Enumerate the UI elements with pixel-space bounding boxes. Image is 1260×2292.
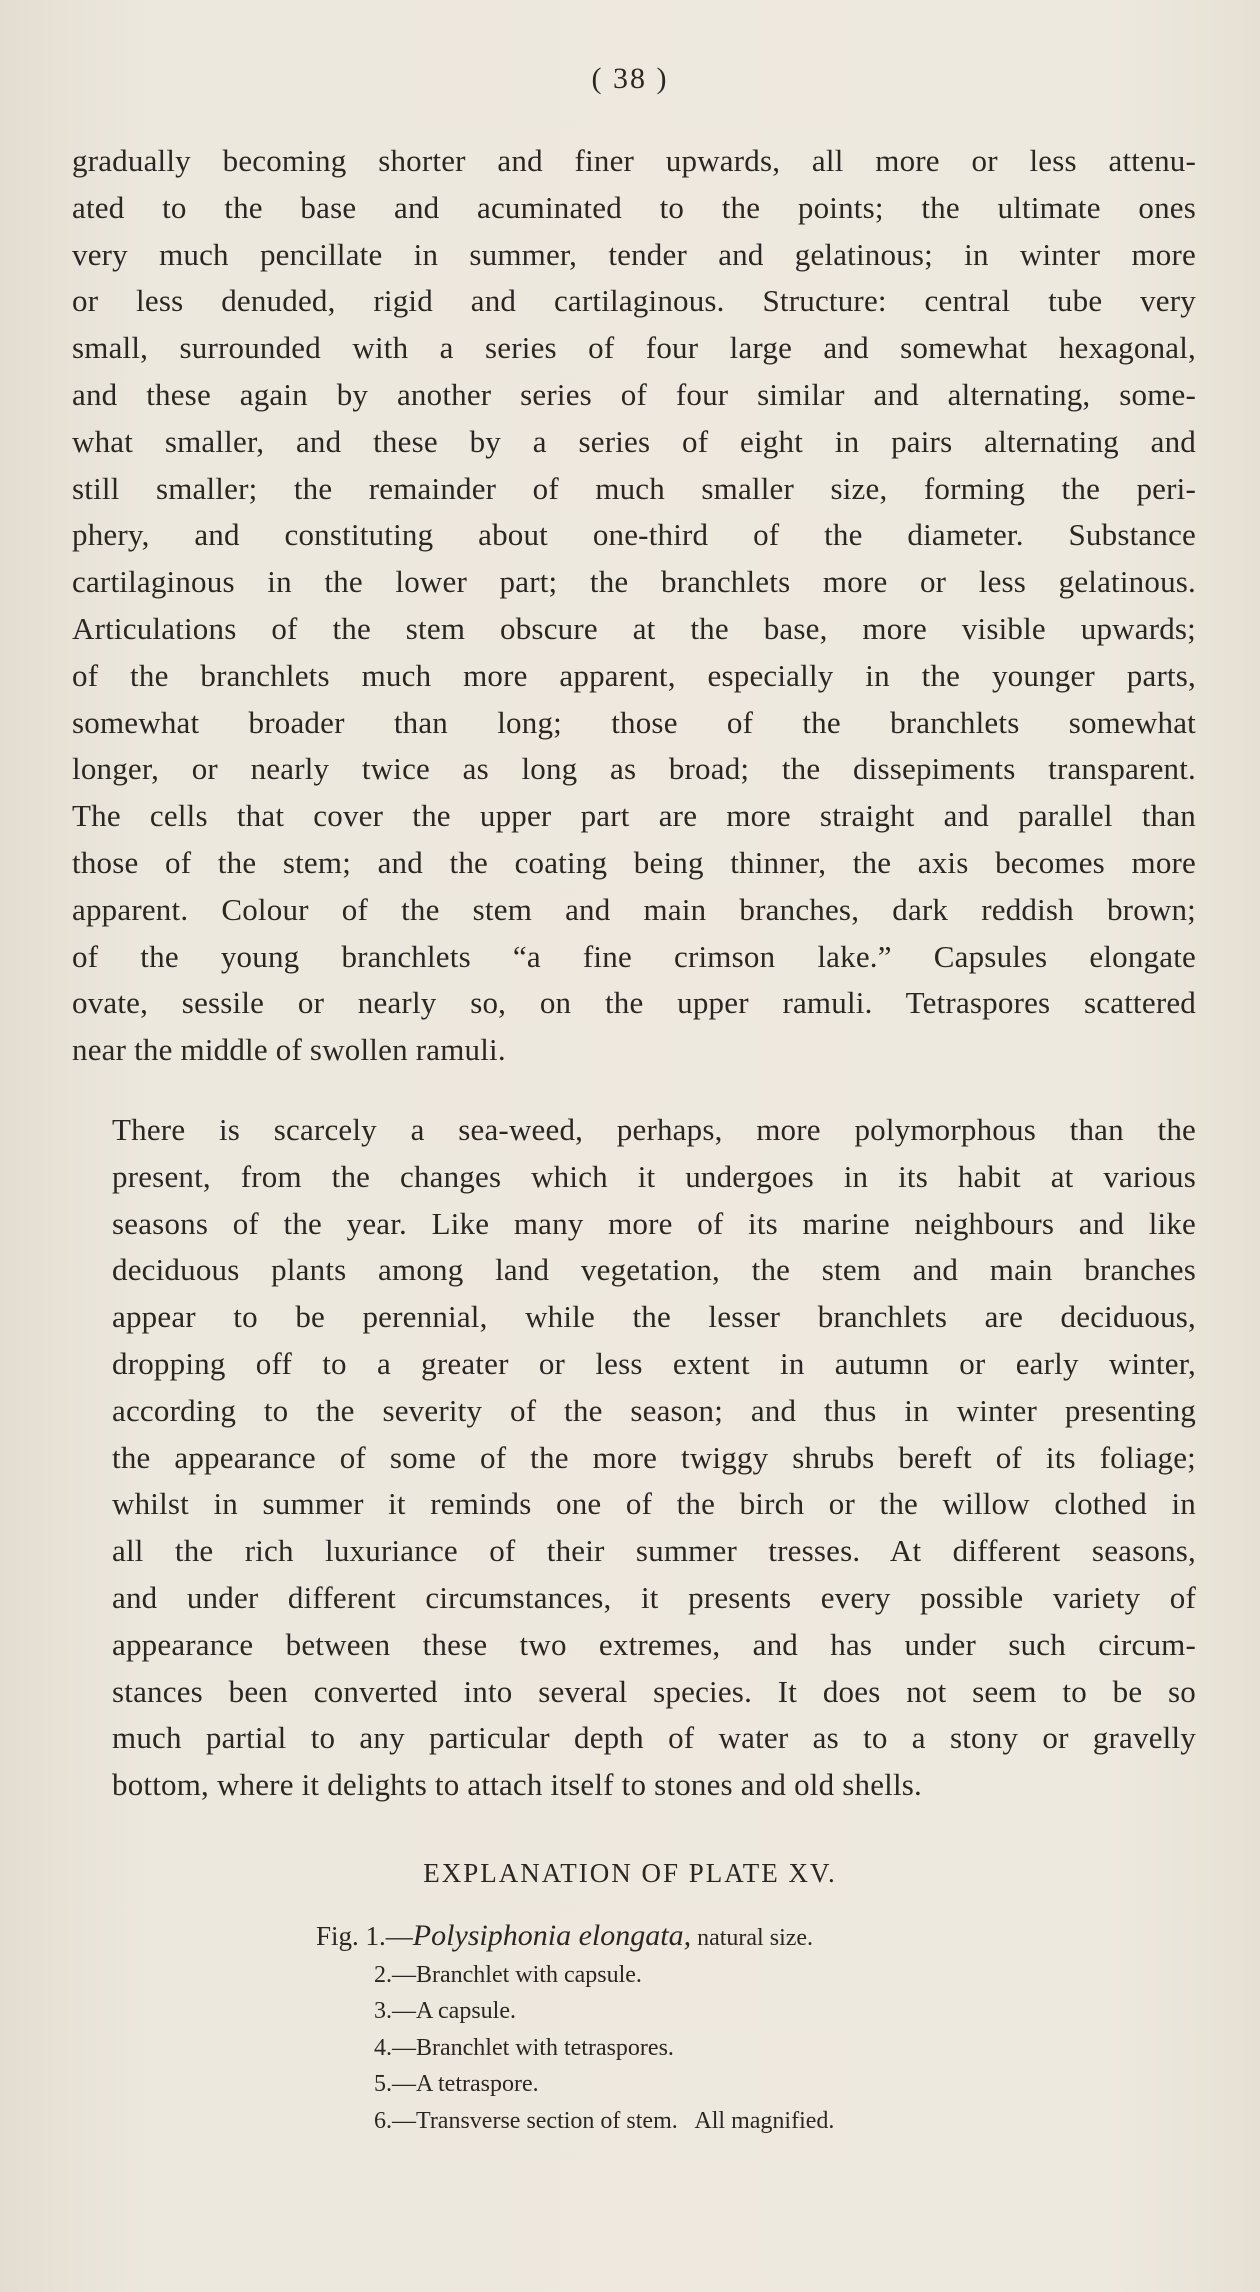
figure-item: 4.—Branchlet with tetraspores. — [374, 2034, 674, 2061]
plate-explanation-heading: EXPLANATION OF PLATE XV. — [423, 1858, 837, 1888]
figure-item: 3.—A capsule. — [374, 1998, 516, 2024]
text-line: seasons of the year. Like many more of its marine neighbours and like — [112, 1205, 1196, 1241]
text-line: small, surrounded with a series of four large and somewhat hexagonal, — [72, 330, 1196, 366]
text-line: present, from the changes which it undergoes in its habit at various — [112, 1158, 1196, 1194]
figure-item: 2.—Branchlet with capsule. — [374, 1961, 642, 1988]
text-line: ovate, sessile or nearly so, on the upper ramuli. Tetraspores scattered — [72, 985, 1196, 1021]
text-line: the appearance of some of the more twiggy shrubs bereft of its foliage; — [112, 1439, 1196, 1475]
text-line: whilst in summer it reminds one of the birch or the willow clothed in — [112, 1486, 1196, 1522]
figure-number: Fig. 1.— — [316, 1921, 413, 1951]
text-line: of the young branchlets “a fine crimson lake.” Capsules elongate — [72, 938, 1196, 974]
text-line: Articulations of the stem obscure at the base, more visible upwards; — [72, 610, 1196, 646]
figure-item — [316, 1918, 1136, 1957]
figure-item: 5.—A tetraspore. — [374, 2071, 539, 2097]
text-line: somewhat broader than long; those of the branchlets somewhat — [72, 704, 1196, 740]
description-paragraph — [72, 138, 1196, 1074]
text-line: near the middle of swollen ramuli. — [72, 1032, 506, 1068]
text-line: stances been converted into several species. It does not seem to be so — [112, 1673, 1196, 1709]
figure-list — [316, 1918, 1136, 2139]
text-line: appearance between these two extremes, and has under such circum- — [112, 1626, 1196, 1662]
discussion-paragraph — [72, 1107, 1196, 1809]
text-line: ated to the base and acuminated to the points; the ultimate ones — [72, 189, 1196, 225]
text-line: phery, and constituting about one-third of the diameter. Substance — [72, 517, 1196, 553]
text-line: those of the stem; and the coating being thinner, the axis becomes more — [72, 844, 1196, 880]
text-line: or less denuded, rigid and cartilaginous. Structure: central tube very — [72, 283, 1196, 319]
text-line: dropping off to a greater or less extent in autumn or early winter, — [112, 1345, 1196, 1381]
text-line: The cells that cover the upper part are more straight and parallel than — [72, 798, 1196, 834]
figure-item: 6.—Transverse section of stem. All magnified. — [374, 2107, 835, 2134]
figure-note: natural size. — [691, 1925, 814, 1951]
species-name: Polysiphonia elongata, — [412, 1919, 692, 1952]
text-line: cartilaginous in the lower part; the branchlets more or less gelatinous. — [72, 564, 1196, 600]
text-line: and under different circumstances, it presents every possible variety of — [112, 1579, 1196, 1615]
text-line: according to the severity of the season; and thus in winter presenting — [112, 1392, 1196, 1428]
text-line: There is scarcely a sea-weed, perhaps, more polymorphous than the — [112, 1112, 1196, 1147]
text-line: still smaller; the remainder of much smaller size, forming the peri- — [72, 470, 1196, 506]
text-line: much partial to any particular depth of water as to a stony or gravelly — [112, 1720, 1196, 1756]
text-line: all the rich luxuriance of their summer tresses. At different seasons, — [112, 1533, 1196, 1569]
text-line: of the branchlets much more apparent, especially in the younger parts, — [72, 657, 1196, 693]
text-line: apparent. Colour of the stem and main branches, dark reddish brown; — [72, 891, 1196, 927]
text-line: what smaller, and these by a series of eight in pairs alternating and — [72, 423, 1196, 459]
text-line: bottom, where it delights to attach itself to stones and old shells. — [112, 1767, 923, 1803]
text-line: gradually becoming shorter and finer upwards, all more or less attenu- — [72, 143, 1196, 178]
text-line: appear to be perennial, while the lesser branchlets are deciduous, — [112, 1299, 1196, 1335]
text-line: and these again by another series of four similar and alternating, some- — [72, 376, 1196, 412]
text-line: longer, or nearly twice as long as broad; the dissepiments transparent. — [72, 751, 1196, 787]
text-line: deciduous plants among land vegetation, the stem and main branches — [112, 1252, 1196, 1288]
text-line: very much pencillate in summer, tender and gelatinous; in winter more — [72, 236, 1196, 272]
page-number: ( 38 ) — [591, 62, 669, 95]
